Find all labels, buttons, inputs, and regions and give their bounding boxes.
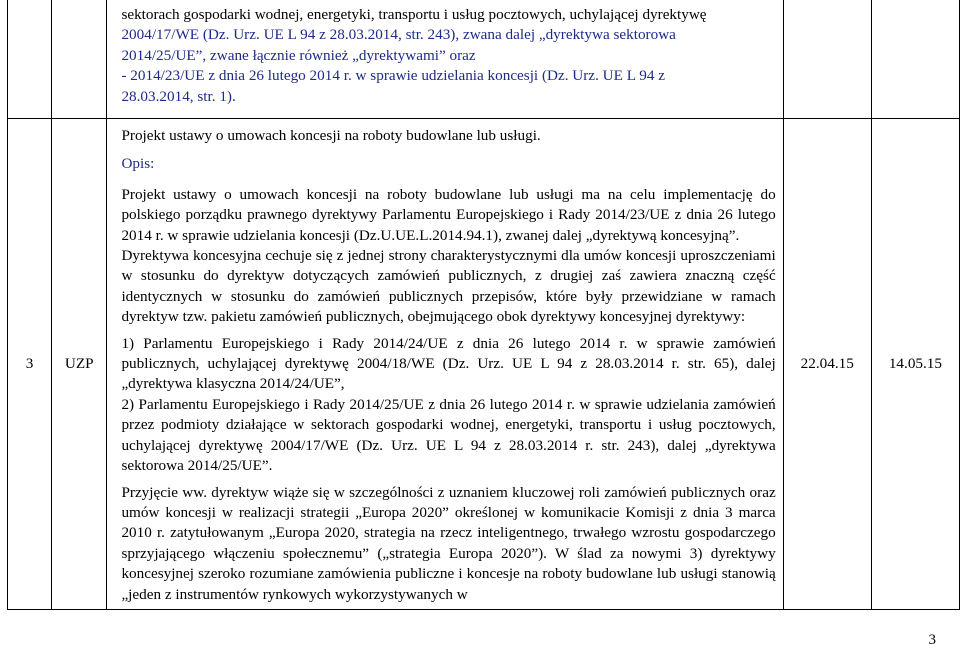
top-text-cell [107, 0, 783, 119]
top-line-5: 28.03.2014, str. 1). [121, 87, 236, 105]
empty-cell [871, 0, 959, 119]
empty-cell [8, 0, 52, 119]
document-table [7, 0, 960, 610]
project-title: Projekt ustawy o umowach koncesji na roboty budowlane lub usługi. [121, 127, 541, 144]
date-cell-2: 14.05.15 [871, 119, 959, 610]
top-line-1: sektorach gospodarki wodnej, energetyki, transportu i usług pocztowych, uchylającej dyrektywę [121, 6, 707, 23]
opis-label: Opis: [121, 155, 155, 173]
page-number: 3 [928, 632, 936, 648]
paragraph-1: Projekt ustawy o umowach koncesji na roboty budowlane lub usługi ma na celu implementację do polskiego porządku prawnego dyrektywy Parlamentu Europejskiego i Rady 2014/23/UE z dnia 26 lutego 2014 r. w sprawie udzielania koncesji (Dz.U.UE.L.2014.94.1), zwanej dalej „dyrektywą koncesyjną”. [121, 185, 776, 244]
empty-cell [52, 0, 107, 119]
empty-cell [783, 0, 871, 119]
top-line-3: 2014/25/UE”, zwane łącznie również „dyrektywami” oraz [121, 46, 476, 64]
description-cell [107, 119, 783, 610]
top-line-2: 2004/17/WE (Dz. Urz. UE L 94 z 28.03.2014, str. 243), zwana dalej „dyrektywa sektorowa [121, 26, 676, 44]
paragraph-2: Dyrektywa koncesyjna cechuje się z jednej strony charakterystycznymi dla umów koncesji uproszczeniami w stosunku do dyrektyw dotyczących zamówień publicznych, z drugiej zaś zawiera znaczną część identycznych w stosunku do zamówień publicznych przepisów, które były przewidziane w ramach dyrektyw tzw. pakietu zamówień publicznych, obejmującego obok dyrektywy koncesyjnej dyrektywy: [121, 247, 776, 326]
paragraph-5: Przyjęcie ww. dyrektyw wiąże się w szczególności z uznaniem kluczowej roli zamówień publicznych oraz umów koncesji w realizacji strategii „Europa 2020” określonej w komunikacie Komisji z dnia 3 marca 2010 r. zatytułowanym „Europa 2020, strategia na rzecz inteligentnego, trwałego wzrostu gospodarczego sprzyjającego włączeniu społecznemu” („strategia Europa 2020”). W ślad za nowymi 3) dyrektywy koncesyjnej szeroko rozumiane zamówienia publiczne i koncesje na roboty budowlane lub usługi stanowią „jeden z instrumentów rynkowych wykorzystywanych w [121, 483, 776, 603]
table-row [8, 119, 960, 610]
top-text [121, 5, 775, 107]
top-line-4: - 2014/23/UE z dnia 26 lutego 2014 r. w sprawie udzielania koncesji (Dz. Urz. UE L 94 z [121, 67, 665, 85]
paragraph-4: 2) Parlamentu Europejskiego i Rady 2014/25/UE z dnia 26 lutego 2014 r. w sprawie udzielania zamówień przez podmioty działające w sektorach gospodarki wodnej, energetyki, transportu i usług pocztowych, uchylającej dyrektywę 2004/17/WE (Dz. Urz. UE L 94 z 28.03.2014 r. str. 243), dalej „dyrektywa sektorowa 2014/25/UE”. [121, 395, 776, 475]
table-row [8, 0, 960, 119]
paragraph-3: 1) Parlamentu Europejskiego i Rady 2014/24/UE z dnia 26 lutego 2014 r. w sprawie zamówień publicznych, uchylającej dyrektywę 2004/18/WE (Dz. Urz. UE L 94 z 28.03.2014 r. str. 65), dalej „dyrektywa klasyczna 2014/24/UE”, [121, 334, 776, 393]
ministry-cell: UZP [52, 119, 107, 610]
row-number: 3 [8, 119, 52, 610]
date-cell-1: 22.04.15 [783, 119, 871, 610]
